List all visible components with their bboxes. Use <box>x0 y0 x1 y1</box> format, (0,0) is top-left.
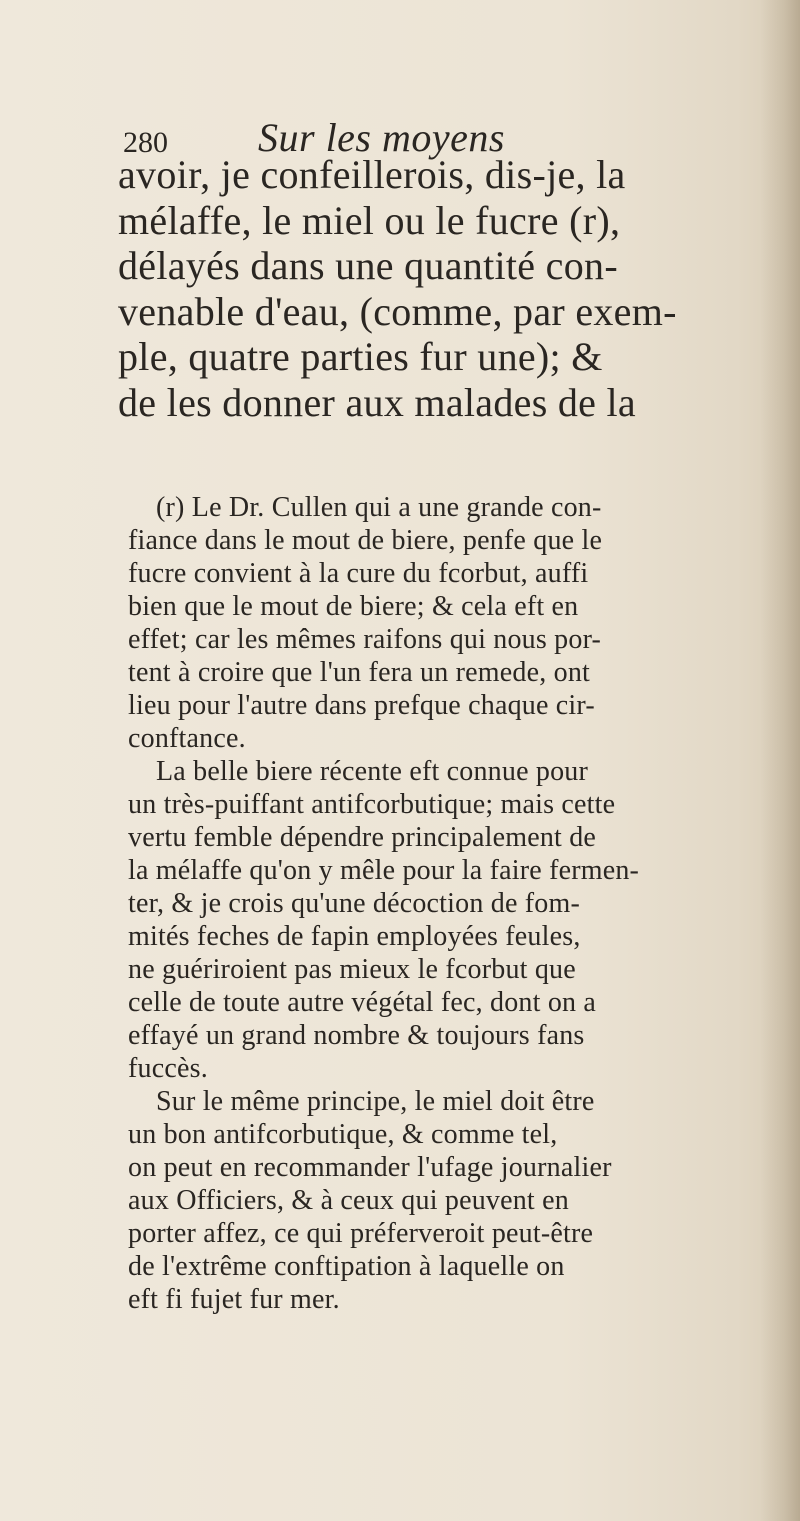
main-text-line: venable d'eau, (comme, par exem- <box>118 288 677 334</box>
footnote-line: la mélaffe qu'on y mêle pour la faire fermen- <box>128 855 640 886</box>
footnote-line: (r) Le Dr. Cullen qui a une grande con- <box>156 492 602 523</box>
footnote-line: fucre convient à la cure du fcorbut, auffi <box>128 558 589 589</box>
footnote-line: de l'extrême conftipation à laquelle on <box>128 1251 565 1282</box>
main-text <box>118 152 768 425</box>
footnote-line: fiance dans le mout de biere, penfe que le <box>128 525 603 556</box>
footnote <box>128 491 768 1316</box>
main-text-line: de les donner aux malades de la <box>118 379 636 425</box>
main-text-line: avoir, je confeillerois, dis-je, la <box>118 152 626 197</box>
footnote-line: conftance. <box>128 723 246 754</box>
footnote-line: aux Officiers, & à ceux qui peuvent en <box>128 1185 569 1216</box>
footnote-line: tent à croire que l'un fera un remede, ont <box>128 657 591 688</box>
page-number: 280 <box>123 126 168 159</box>
footnote-line: fuccès. <box>128 1053 208 1084</box>
footnote-line: Sur le même principe, le miel doit être <box>156 1086 595 1117</box>
main-text-line: délayés dans une quantité con- <box>118 243 618 288</box>
footnote-line: La belle biere récente eft connue pour <box>156 756 589 787</box>
footnote-line: bien que le mout de biere; & cela eft en <box>128 591 579 622</box>
footnote-line: porter affez, ce qui préferveroit peut-être <box>128 1218 594 1249</box>
footnote-line: vertu femble dépendre principalement de <box>128 822 597 853</box>
footnote-line: un très-puiffant antifcorbutique; mais cette <box>128 789 616 820</box>
footnote-line: celle de toute autre végétal fec, dont on a <box>128 987 597 1018</box>
footnote-line: un bon antifcorbutique, & comme tel, <box>128 1119 558 1150</box>
footnote-line: lieu pour l'autre dans prefque chaque cir- <box>128 690 595 721</box>
footnote-line: on peut en recommander l'ufage journalier <box>128 1152 612 1183</box>
footnote-line: ter, & je crois qu'une décoction de fom- <box>128 888 580 919</box>
footnote-line: eft fi fujet fur mer. <box>128 1284 340 1315</box>
footnote-line: mités feches de fapin employées feules, <box>128 921 581 952</box>
footnote-line: effayé un grand nombre & toujours fans <box>128 1020 585 1051</box>
footnote-line: ne guériroient pas mieux le fcorbut que <box>128 954 576 985</box>
footnote-line: effet; car les mêmes raifons qui nous por- <box>128 624 602 655</box>
main-text-line: mélaffe, le miel ou le fucre (r), <box>118 197 621 243</box>
running-head: Sur les moyens <box>258 115 505 160</box>
main-text-line: ple, quatre parties fur une); & <box>118 334 603 379</box>
